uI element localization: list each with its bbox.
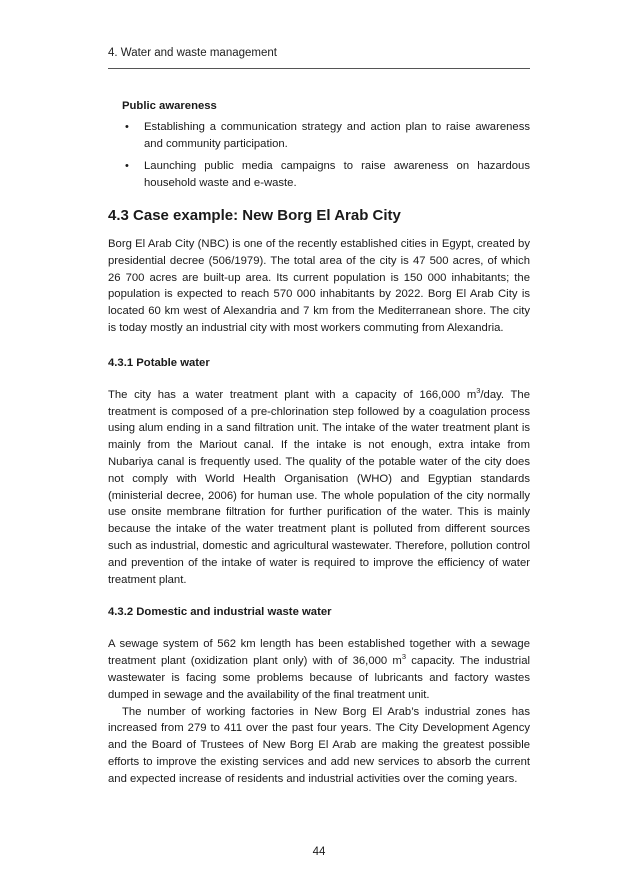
- section-intro-paragraph: Borg El Arab City (NBC) is one of the recently established cities in Egypt, created by presidential decree (506/1979). The total area of the city is 47 500 acres, of which 26 700 acres are built-up area. Its current population is 150 000 inhabitants; the population is expected to reach 570 000 inhabitants by 2022. Borg El Arab City is located 60 km west of Alexandria and 7 km from the Mediterranean shore. The city is today mostly an industrial city with most workers commuting from Alexandria.: [108, 238, 530, 334]
- potable-water-text-start: The city has a water treatment plant with a capacity of 166,000 m: [108, 388, 477, 401]
- potable-water-paragraph: [108, 387, 530, 589]
- section-title: 4.3 Case example: New Borg El Arab City: [108, 207, 401, 224]
- potable-water-heading: 4.3.1 Potable water: [108, 356, 210, 369]
- potable-water-text-end: /day. The treatment is composed of a pre-chlorination step followed by a coagulation process using alum ending in a sand filtration unit. The intake of the water treatment plant is mainly from the Mariout canal. If the intake is not enough, extra intake from Nubariya canal is frequently used. The quality of the potable water of the city does not comply with World Health Organisation (WHO) and Egyptian standards (ministerial decree, 2006) for human use. The whole population of the city normally use onsite membrane filtration for further purification of the water. This is mainly because the intake of the water treatment plant is polluted from different sources such as industrial, domestic and agricultural wastewater. Therefore, pollution control and prevention of the intake of water is required to improve the efficiency of water treatment plant.: [108, 388, 530, 586]
- waste-water-heading: 4.3.2 Domestic and industrial waste water: [108, 606, 332, 619]
- page-number: 44: [312, 846, 326, 858]
- bullet-icon: •: [125, 121, 129, 133]
- bullet-icon: •: [125, 160, 129, 172]
- running-header: 4. Water and waste management: [108, 47, 277, 59]
- page-content: [108, 100, 530, 788]
- bullet-text: Establishing a communication strategy and action plan to raise awareness and community participation.: [144, 121, 530, 150]
- public-awareness-list: [108, 119, 530, 191]
- header-rule: [108, 68, 530, 69]
- bullet-text: Launching public media campaigns to raise awareness on hazardous household waste and e-waste.: [144, 160, 530, 189]
- waste-water-paragraph-1: [108, 636, 530, 703]
- cubic-superscript: 3: [476, 386, 481, 396]
- cubic-superscript: 3: [401, 652, 407, 662]
- list-item: [108, 158, 530, 191]
- waste-water-paragraph-2: The number of working factories in New Borg El Arab’s industrial zones has increased from 279 to 411 over the past four years. The City Development Agency and the Board of Trustees of New Borg El Arab are making the greatest possible efforts to improve the existing services and add new services to absorb the current and expected increase of residents and industrial activities over the coming years.: [108, 705, 530, 785]
- waste-water-text-start: A sewage system of 562 km length has been established together with a sewage treatment plant (oxidization plant only) with of 36,000 m: [108, 638, 530, 668]
- public-awareness-heading: Public awareness: [122, 100, 217, 112]
- waste-water-text-end: capacity. The industrial wastewater is facing some problems because of lubricants and factory wastes dumped in sewage and the availability of the final treatment unit.: [108, 655, 530, 701]
- list-item: [108, 119, 530, 152]
